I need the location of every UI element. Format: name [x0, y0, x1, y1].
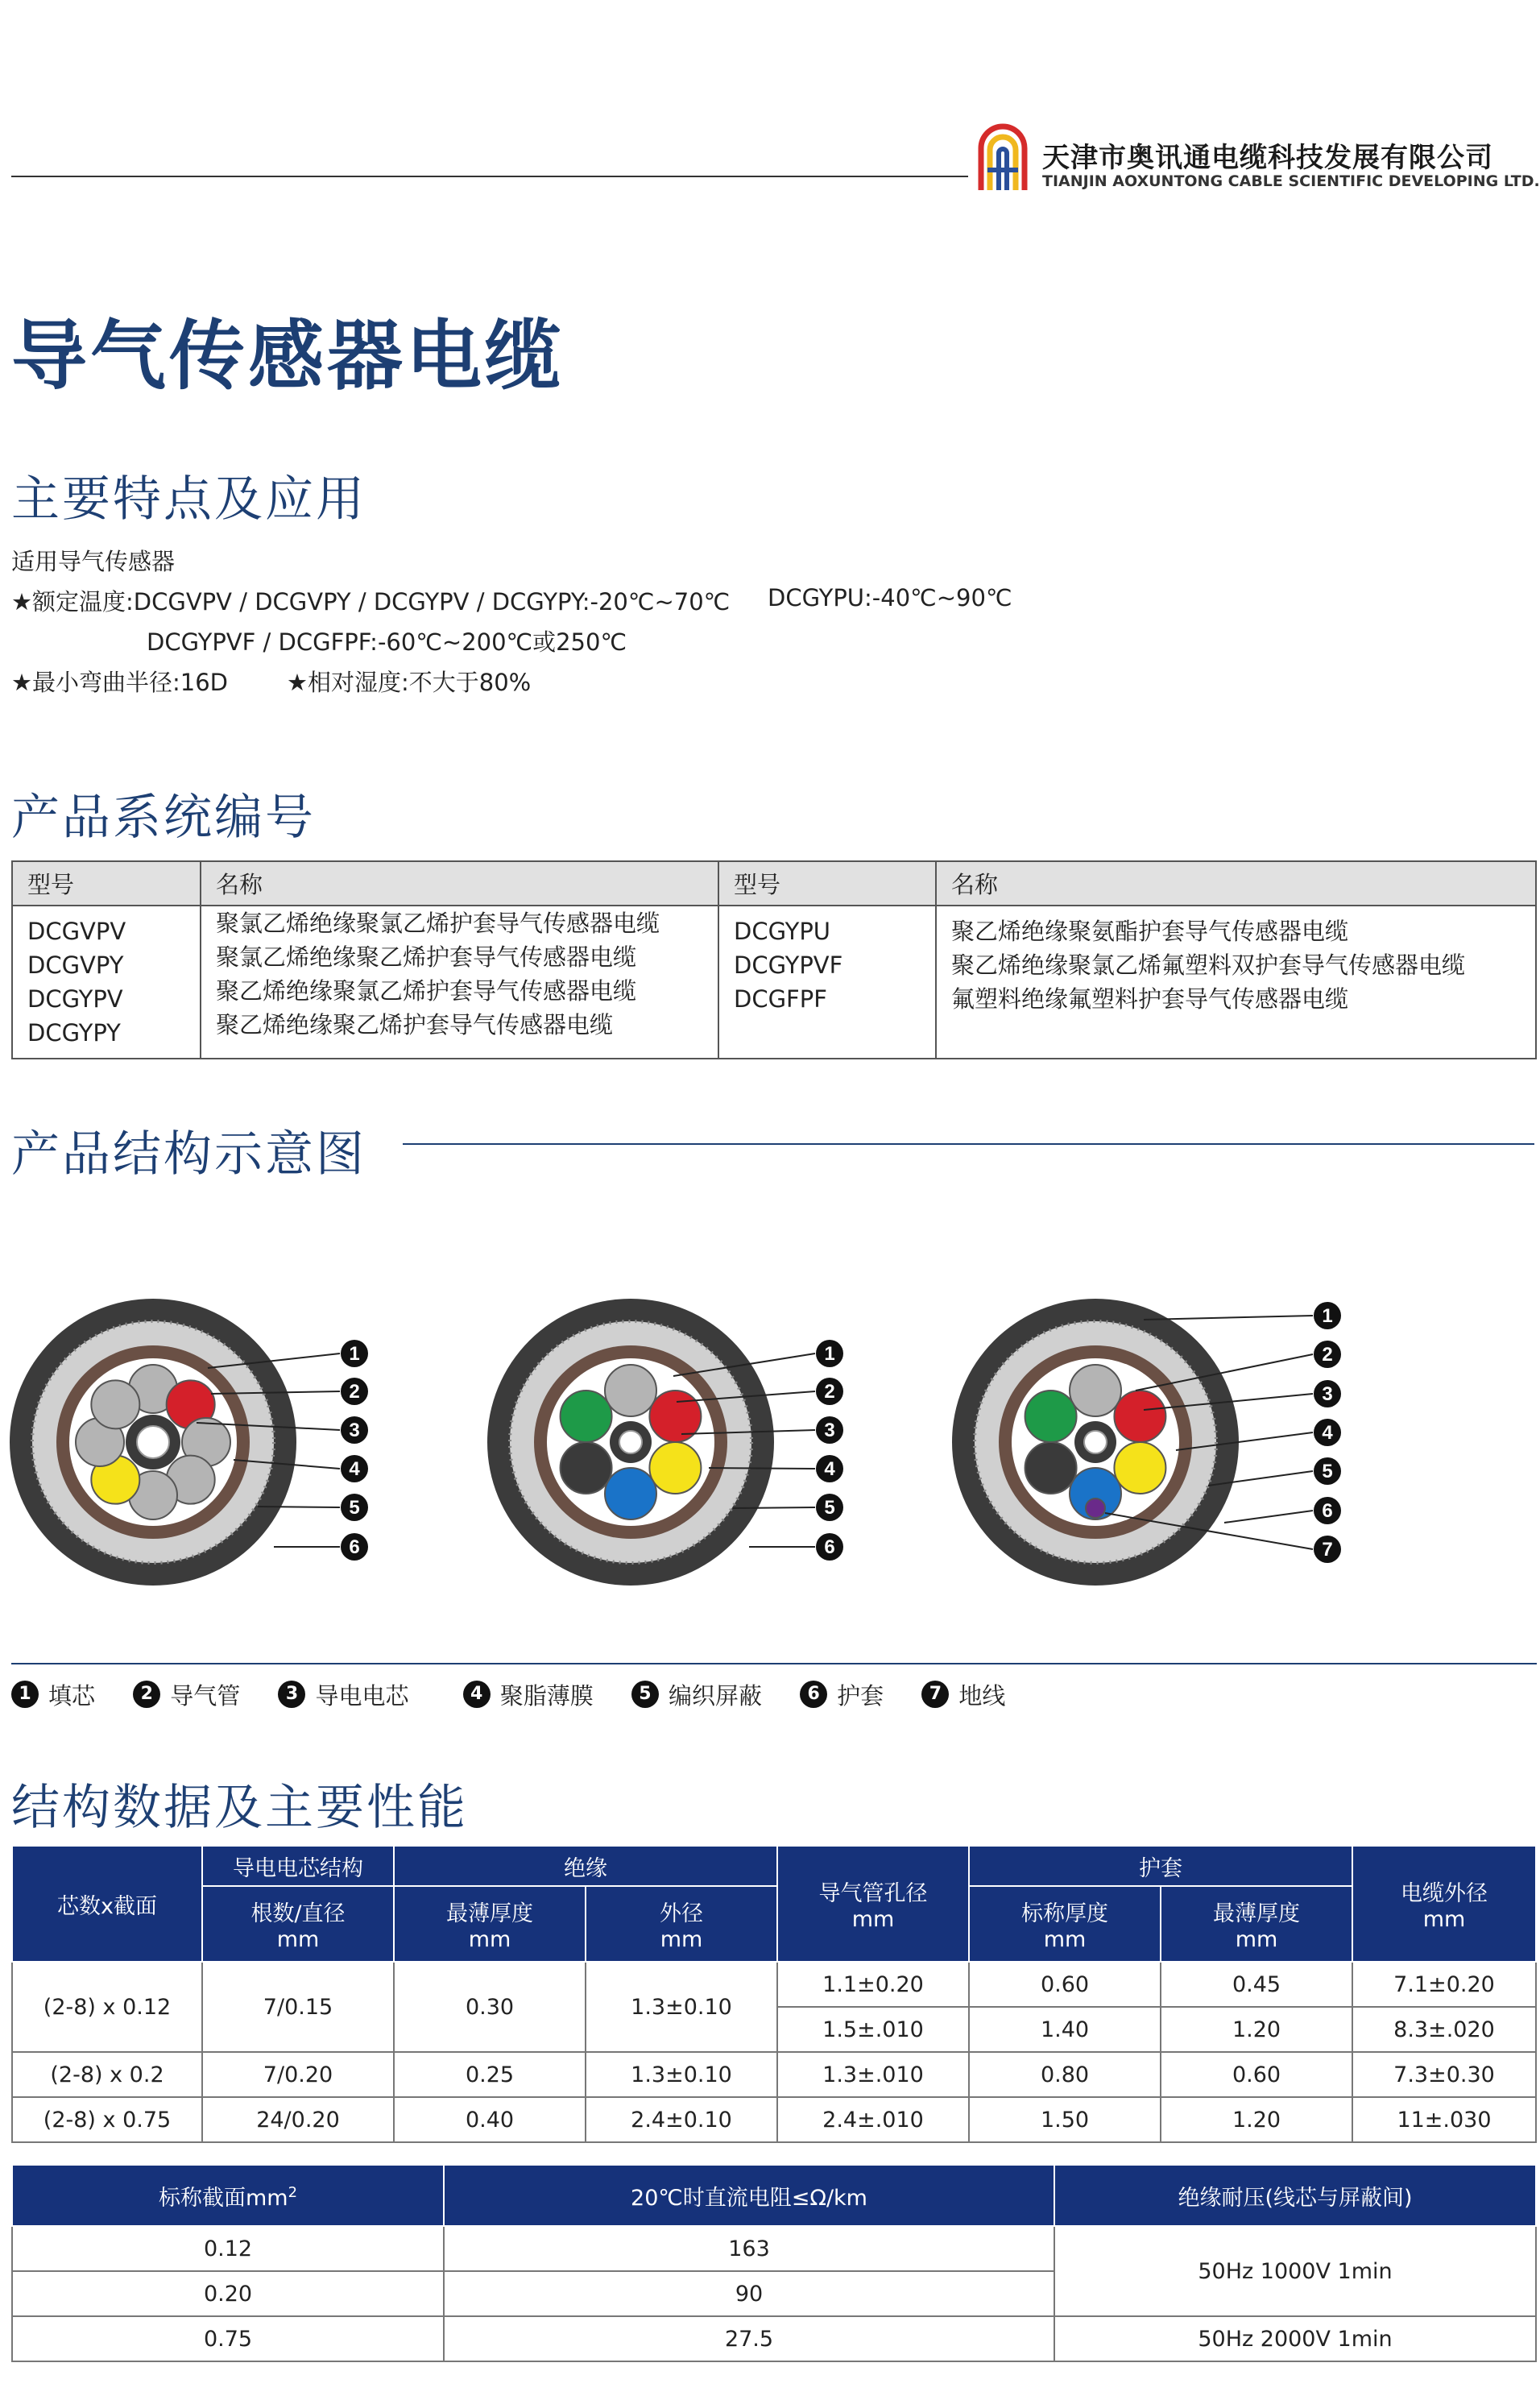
col-header: 20℃时直流电阻≤Ω/km [444, 2165, 1054, 2226]
col-header: 导电电芯结构 [202, 1846, 394, 1886]
core-purple [1086, 1499, 1105, 1518]
table-cell: 1.50 [969, 2097, 1161, 2142]
table-cell: 1.20 [1161, 2007, 1352, 2052]
callout-line [733, 1507, 815, 1508]
feature-line: DCGYPVF / DCGFPF:-60℃~200℃或250℃ [147, 628, 627, 656]
table-cell: 0.75 [12, 2316, 444, 2361]
table-row [12, 2226, 1536, 2271]
legend-item: 6 护套 [800, 1678, 884, 1711]
table-cell: 0.45 [1161, 1962, 1352, 2007]
table-cell: 7.1±0.20 [1352, 1962, 1536, 2007]
table-cell: 24/0.20 [202, 2097, 394, 2142]
structure-heading: 产品结构示意图 [11, 1126, 366, 1183]
table-cell: (2-8) x 0.12 [12, 1962, 202, 2052]
table-cell: 2.4±0.10 [586, 2097, 777, 2142]
legend-item: 7 地线 [921, 1678, 1005, 1711]
table-cell: 90 [444, 2271, 1054, 2316]
callout-number: 4 [1322, 1422, 1333, 1444]
core-green [561, 1391, 612, 1442]
table-cell: 0.40 [394, 2097, 586, 2142]
col-header: 外径 mm [586, 1886, 777, 1962]
name-cell: 聚氯乙烯绝缘聚氯乙烯护套导气传感器电缆 聚氯乙烯绝缘聚乙烯护套导气传感器电缆 聚乙烯绝缘聚氯乙烯护套导气传感器电缆 聚乙烯绝缘聚乙烯护套导气传感器电缆 [201, 906, 718, 1059]
callout-number: 1 [349, 1343, 360, 1365]
electrical-table [11, 2164, 1537, 2362]
system-table [11, 860, 1537, 1059]
legend-item: 1 填芯 [11, 1678, 95, 1711]
table-cell: 50Hz 1000V 1min [1054, 2226, 1536, 2316]
col-header: 最薄厚度 mm [1161, 1886, 1352, 1962]
table-cell: 27.5 [444, 2316, 1054, 2361]
table-row [12, 2097, 1536, 2142]
page-title: 导气传感器电缆 [11, 313, 565, 400]
table-cell: 7.3±0.30 [1352, 2052, 1536, 2097]
table-cell: 0.30 [394, 1962, 586, 2052]
core-black [561, 1442, 612, 1494]
structure-legend [11, 1677, 1036, 1711]
legend-item: 3 导电电芯 [278, 1678, 408, 1711]
callout-line [1144, 1316, 1313, 1320]
table-cell: 1.3±0.10 [586, 1962, 777, 2052]
table-cell: 50Hz 2000V 1min [1054, 2316, 1536, 2361]
callout-number: 5 [349, 1497, 360, 1519]
table-cell: (2-8) x 0.2 [12, 2052, 202, 2097]
callout-number: 5 [824, 1497, 835, 1519]
table-cell: 0.25 [394, 2052, 586, 2097]
table-cell: 1.5±.010 [777, 2007, 969, 2052]
callout-line [709, 1468, 815, 1469]
col-header: 导气管孔径 mm [777, 1846, 969, 1962]
col-header: 电缆外径 mm [1352, 1846, 1536, 1962]
callout-number: 1 [1322, 1305, 1333, 1327]
feature-line: ★相对湿度:不大于80% [287, 669, 532, 696]
callout-number: 4 [824, 1458, 835, 1480]
table-cell: 8.3±.020 [1352, 2007, 1536, 2052]
name-cell: 聚乙烯绝缘聚氨酯护套导气传感器电缆 聚乙烯绝缘聚氯乙烯氟塑料双护套导气传感器电缆 氟塑料绝缘氟塑料护套导气传感器电缆 [936, 906, 1536, 1059]
legend-rule [11, 1663, 1537, 1664]
col-header: 标称厚度 mm [969, 1886, 1161, 1962]
col-header: 名称 [201, 861, 718, 906]
gas-tube-bore [619, 1431, 642, 1453]
gas-tube-bore [137, 1426, 169, 1458]
company-logo-icon [976, 121, 1029, 192]
table-cell: 0.80 [969, 2052, 1161, 2097]
table-cell: 2.4±.010 [777, 2097, 969, 2142]
core-black [1025, 1442, 1077, 1494]
table-cell: 1.20 [1161, 2097, 1352, 2142]
core-yellow [1114, 1442, 1165, 1494]
table-cell: 0.60 [969, 1962, 1161, 2007]
callout-number: 3 [824, 1420, 835, 1441]
callout-number: 6 [1322, 1500, 1333, 1522]
cable-structure-diagram [0, 1281, 1540, 1603]
feature-line: DCGYPU:-40℃~90℃ [768, 584, 1012, 611]
core-blue [605, 1468, 656, 1519]
col-header: 根数/直径 mm [202, 1886, 394, 1962]
core-red [1114, 1391, 1165, 1442]
table-row [12, 2052, 1536, 2097]
col-header: 芯数x截面 [12, 1846, 202, 1962]
col-header: 标称截面$mm^2$ [12, 2165, 444, 2226]
legend-item: 5 编织屏蔽 [631, 1678, 762, 1711]
core-gray [1070, 1365, 1121, 1416]
col-header: 名称 [936, 861, 1536, 906]
table-cell: 1.40 [969, 2007, 1161, 2052]
table-cell: 0.60 [1161, 2052, 1352, 2097]
table-cell: 7/0.15 [202, 1962, 394, 2052]
table-cell: (2-8) x 0.75 [12, 2097, 202, 2142]
performance-table [11, 1845, 1537, 2143]
callout-number: 2 [1322, 1344, 1333, 1366]
callout-number: 2 [824, 1381, 835, 1403]
table-cell: 0.12 [12, 2226, 444, 2271]
core-green [1025, 1391, 1077, 1442]
table-cell: 163 [444, 2226, 1054, 2271]
callout-line [1224, 1511, 1313, 1523]
header-rule [11, 176, 968, 177]
callout-number: 2 [349, 1381, 360, 1403]
model-cell: DCGYPU DCGYPVF DCGFPF [718, 906, 936, 1059]
legend-item: 4 聚脂薄膜 [463, 1678, 594, 1711]
model-cell: DCGVPV DCGVPY DCGYPV DCGYPY [12, 906, 201, 1059]
core-gray [605, 1365, 656, 1416]
col-header: 型号 [718, 861, 936, 906]
table-cell: 11±.030 [1352, 2097, 1536, 2142]
system-heading: 产品系统编号 [11, 790, 316, 846]
feature-line: ★额定温度:DCGVPV / DCGVPY / DCGYPV / DCGYPY:-20℃~70℃ [11, 588, 731, 616]
callout-number: 3 [349, 1420, 360, 1441]
col-header: 型号 [12, 861, 201, 906]
callout-number: 5 [1322, 1461, 1333, 1482]
feature-line: 适用导气传感器 [11, 548, 176, 575]
callout-number: 3 [1322, 1383, 1333, 1405]
callout-number: 6 [824, 1536, 835, 1558]
company-name-en: TIANJIN AOXUNTONG CABLE SCIENTIFIC DEVELOPING LTD. [1042, 172, 1540, 190]
performance-heading: 结构数据及主要性能 [11, 1780, 468, 1836]
core-yellow [649, 1442, 701, 1494]
table-cell: 0.20 [12, 2271, 444, 2316]
table-cell: 1.3±0.10 [586, 2052, 777, 2097]
col-header: 最薄厚度 mm [394, 1886, 586, 1962]
gas-tube-bore [1084, 1431, 1107, 1453]
table-cell: 1.3±.010 [777, 2052, 969, 2097]
table-row [12, 2316, 1536, 2361]
callout-number: 1 [824, 1343, 835, 1365]
company-name-cn: 天津市奥讯通电缆科技发展有限公司 [1042, 142, 1493, 174]
col-header: 绝缘 [394, 1846, 777, 1886]
core-gray [91, 1380, 139, 1428]
table-cell: 7/0.20 [202, 2052, 394, 2097]
callout-number: 6 [349, 1536, 360, 1558]
col-header: 护套 [969, 1846, 1352, 1886]
features-heading: 主要特点及应用 [11, 471, 366, 528]
col-header: 绝缘耐压(线芯与屏蔽间) [1054, 2165, 1536, 2226]
table-cell: 1.1±0.20 [777, 1962, 969, 2007]
structure-rule [403, 1143, 1534, 1145]
legend-item: 2 导气管 [133, 1678, 240, 1711]
callout-number: 7 [1322, 1539, 1333, 1561]
callout-number: 4 [349, 1458, 360, 1480]
feature-line: ★最小弯曲半径:16D [11, 669, 229, 696]
